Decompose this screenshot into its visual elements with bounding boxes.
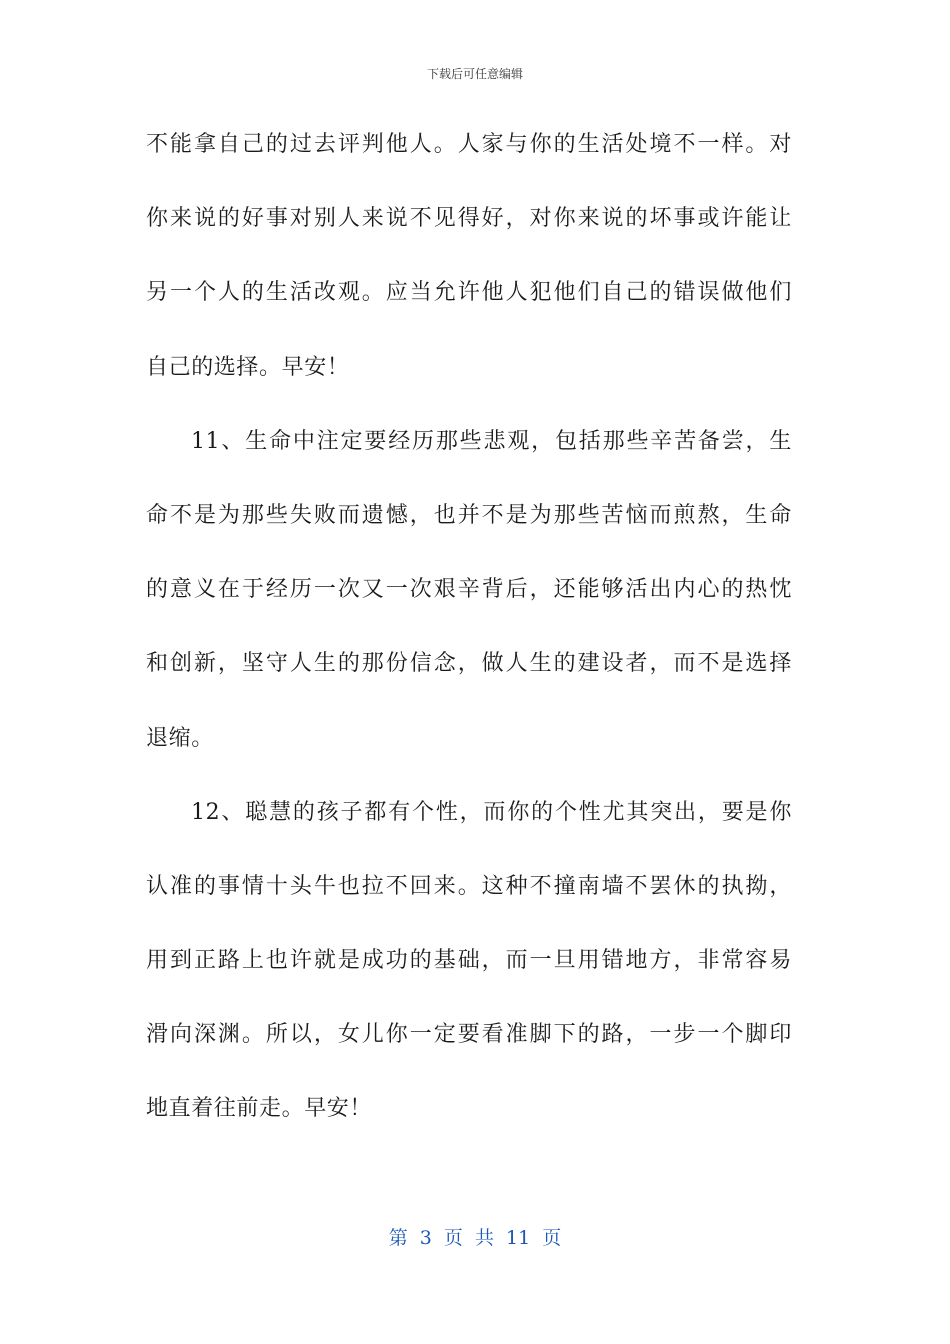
- page-number-footer: 第 3 页 共 11 页: [388, 1227, 562, 1249]
- text-line: 认准的事情十头牛也拉不回来。这种不撞南墙不罢休的执拗，: [146, 873, 792, 899]
- text-line: 不能拿自己的过去评判他人。人家与你的生活处境不一样。对: [146, 132, 792, 157]
- page-header: 下载后可任意编辑: [426, 67, 523, 81]
- paragraph-continuation: [146, 108, 792, 405]
- text-line: 和创新，坚守人生的那份信念，做人生的建设者，而不是选择: [146, 651, 792, 677]
- text-line: 你来说的好事对别人来说不见得好，对你来说的坏事或许能让: [146, 206, 792, 232]
- text-line: 滑向深渊。所以，女儿你一定要看准脚下的路，一步一个脚印: [146, 1022, 792, 1048]
- text-line: 用到正路上也许就是成功的基础，而一旦用错地方，非常容易: [146, 948, 792, 974]
- paragraph-12: [146, 776, 792, 1147]
- text-line: 11、生命中注定要经历那些悲观，包括那些辛苦备尝，生: [191, 428, 792, 454]
- text-line: 命不是为那些失败而遗憾，也并不是为那些苦恼而煎熬，生命: [146, 502, 792, 528]
- text-line: 自己的选择。早安！: [146, 354, 350, 380]
- text-line: 退缩。: [146, 725, 214, 751]
- paragraph-11: [146, 405, 792, 776]
- text-line: 另一个人的生活改观。应当允许他人犯他们自己的错误做他们: [146, 280, 792, 306]
- document-body: [146, 108, 792, 1147]
- text-line: 的意义在于经历一次又一次艰辛背后，还能够活出内心的热忱: [146, 577, 792, 603]
- text-line: 地直着往前走。早安！: [146, 1096, 373, 1122]
- text-line: 12、聪慧的孩子都有个性，而你的个性尤其突出，要是你: [191, 799, 792, 825]
